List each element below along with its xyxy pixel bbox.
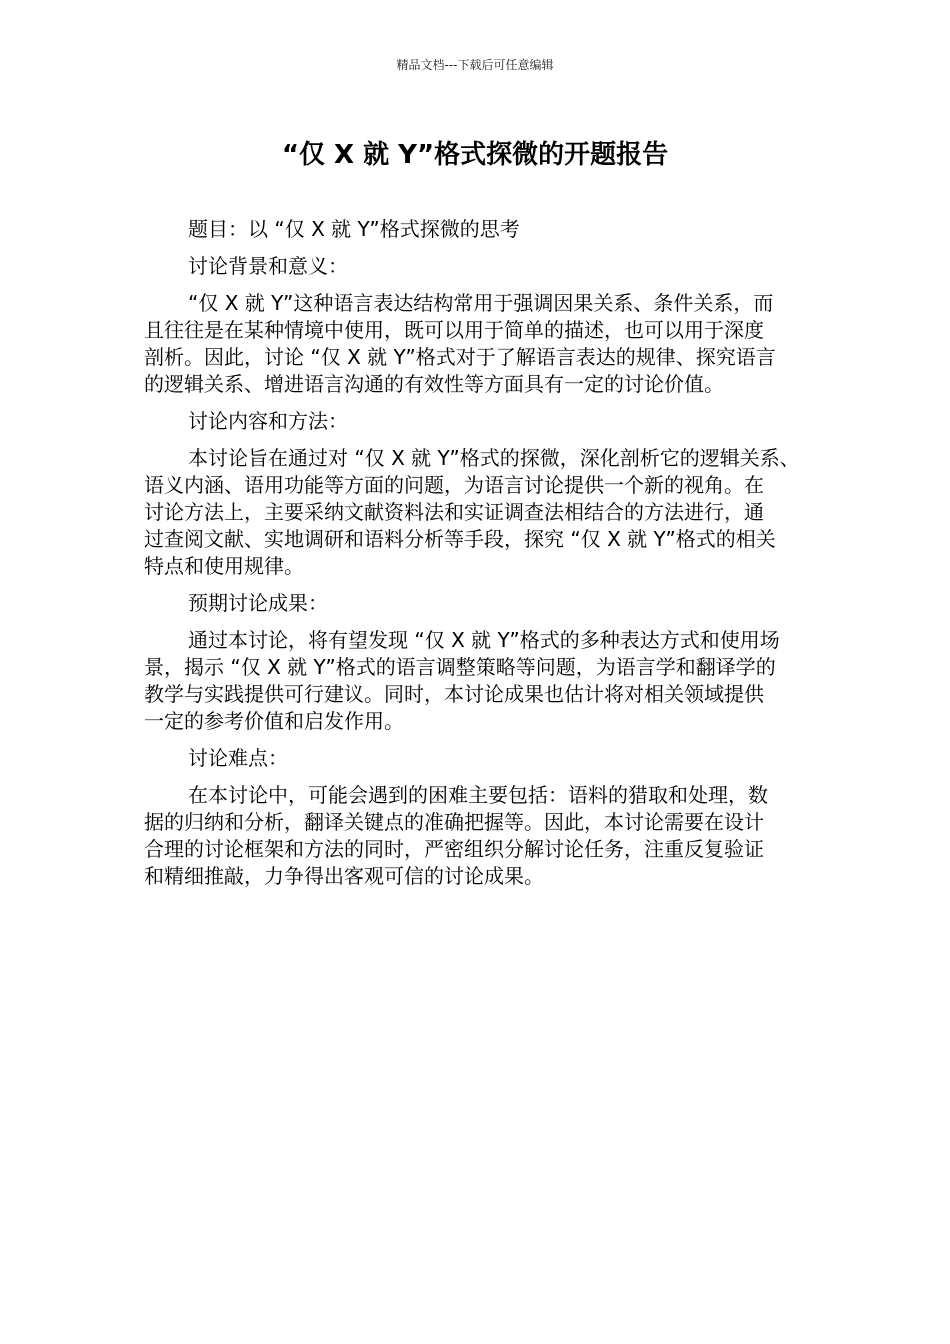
background-paragraph [144,290,810,398]
background-line: 且往往是在某种情境中使用，既可以用于简单的描述，也可以用于深度 [144,318,764,342]
difficulty-line: 合理的讨论框架和方法的同时，严密组织分解讨论任务，注重反复验证 [144,837,764,861]
content-heading: 讨论内容和方法： [188,409,348,433]
background-heading: 讨论背景和意义： [188,254,348,278]
content-line: 过查阅文献、实地调研和语料分析等手段，探究 “仅 X 就 Y”格式的相关 [144,527,776,551]
document-body [144,216,810,900]
topic-line: 题目：以 “仅 X 就 Y”格式探微的思考 [188,217,520,241]
content-line: 语义内涵、语用功能等方面的问题，为语言讨论提供一个新的视角。在 [144,473,764,497]
content-line: 讨论方法上，主要采纳文献资料法和实证调查法相结合的方法进行，通 [144,500,764,524]
difficulty-line: 和精细推敲，力争得出客观可信的讨论成果。 [144,864,544,888]
difficulty-line: 据的归纳和分析，翻译关键点的准确把握等。因此，本讨论需要在设计 [144,810,764,834]
content-line: 特点和使用规律。 [144,554,304,578]
results-line: 景，揭示 “仅 X 就 Y”格式的语言调整策略等问题，为语言学和翻译学的 [144,655,776,679]
difficulty-heading: 讨论难点： [188,746,288,770]
results-line: 教学与实践提供可行建议。同时，本讨论成果也估计将对相关领域提供 [144,682,764,706]
difficulty-paragraph [144,782,810,890]
background-line: 的逻辑关系、增进语言沟通的有效性等方面具有一定的讨论价值。 [144,372,724,396]
results-paragraph [144,627,810,735]
page-header-note: 精品文档---下载后可任意编辑 [396,58,554,72]
results-line: 一定的参考价值和启发作用。 [144,709,404,733]
results-heading: 预期讨论成果： [188,591,328,615]
background-line: 剖析。因此，讨论 “仅 X 就 Y”格式对于了解语言表达的规律、探究语言 [144,345,776,369]
content-line: 本讨论旨在通过对 “仅 X 就 Y”格式的探微，深化剖析它的逻辑关系、 [188,446,800,470]
difficulty-line: 在本讨论中，可能会遇到的困难主要包括：语料的猎取和处理，数 [188,783,768,807]
document-title: “仅 X 就 Y”格式探微的开题报告 [281,140,669,170]
background-line: “仅 X 就 Y”这种语言表达结构常用于强调因果关系、条件关系，而 [188,291,774,315]
results-line: 通过本讨论，将有望发现 “仅 X 就 Y”格式的多种表达方式和使用场 [188,628,780,652]
content-paragraph [144,445,810,580]
